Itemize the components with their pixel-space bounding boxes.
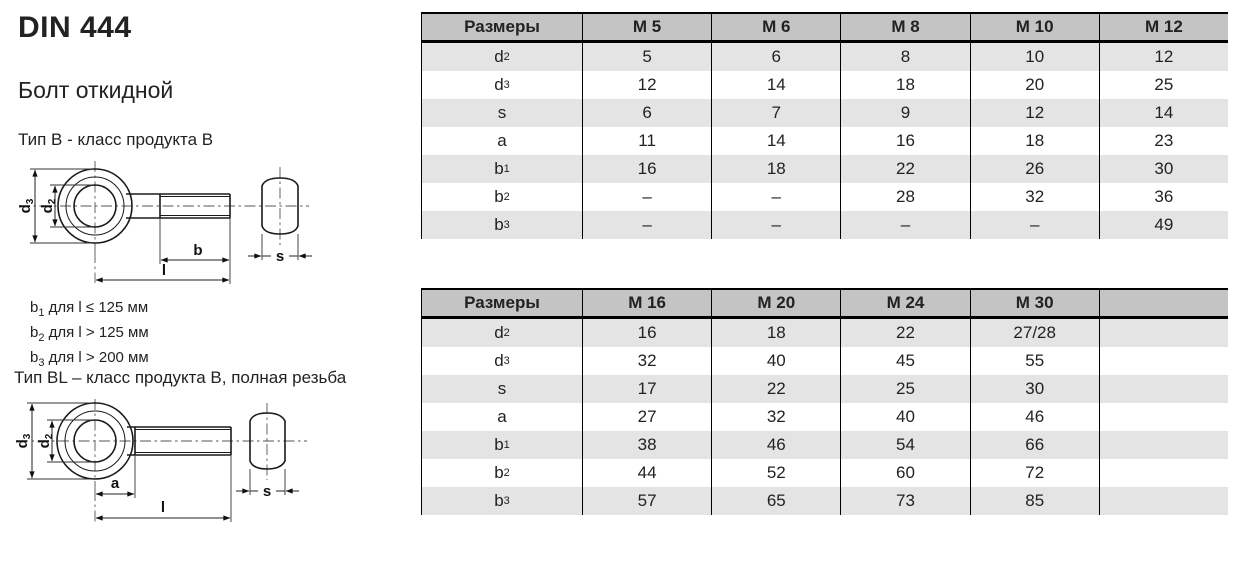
- value-cell: 18: [840, 71, 969, 99]
- product-name: Болт откидной: [18, 77, 174, 103]
- table-row: [422, 487, 1228, 515]
- table-header-row: [422, 14, 1228, 43]
- column-header: M 10: [970, 14, 1099, 40]
- d3-label: $d_3$: [17, 198, 36, 214]
- note-line: $b_2$ для l > 125 мм: [30, 324, 149, 344]
- value-cell: 5: [582, 43, 711, 71]
- table-row: [422, 211, 1228, 239]
- value-cell: 25: [840, 375, 969, 403]
- value-cell: 14: [711, 71, 840, 99]
- value-cell: 45: [840, 347, 969, 375]
- value-cell: 6: [711, 43, 840, 71]
- type-b-technical-drawing: [5, 156, 317, 298]
- column-header: M 16: [582, 290, 711, 316]
- value-cell: 46: [970, 403, 1099, 431]
- value-cell: 20: [970, 71, 1099, 99]
- value-cell: 14: [1099, 99, 1228, 127]
- column-header: M 8: [840, 14, 969, 40]
- row-label: b 1: [494, 435, 510, 454]
- value-cell: [1099, 347, 1228, 375]
- value-cell: 12: [582, 71, 711, 99]
- value-cell: 32: [970, 183, 1099, 211]
- value-cell: 6: [582, 99, 711, 127]
- value-cell: 16: [582, 319, 711, 347]
- row-label: s: [497, 379, 507, 398]
- table-header-row: [422, 290, 1228, 319]
- value-cell: 65: [711, 487, 840, 515]
- value-cell: 8: [840, 43, 969, 71]
- value-cell: 57: [582, 487, 711, 515]
- value-cell: 28: [840, 183, 969, 211]
- note-line: $b_3$ для l > 200 мм: [30, 349, 149, 369]
- value-cell: 16: [582, 155, 711, 183]
- table-row: [422, 459, 1228, 487]
- value-cell: 36: [1099, 183, 1228, 211]
- value-cell: [1099, 403, 1228, 431]
- value-cell: 40: [711, 347, 840, 375]
- value-cell: 11: [582, 127, 711, 155]
- value-cell: 26: [970, 155, 1099, 183]
- table-row: [422, 403, 1228, 431]
- value-cell: 12: [1099, 43, 1228, 71]
- column-header: [1099, 290, 1228, 316]
- type-bl-heading: Тип BL – класс продукта B, полная резьба: [14, 368, 347, 387]
- value-cell: 52: [711, 459, 840, 487]
- column-header: M 24: [840, 290, 969, 316]
- column-header: M 20: [711, 290, 840, 316]
- value-cell: –: [582, 183, 711, 211]
- value-cell: 27/28: [970, 319, 1099, 347]
- type-b-heading: Тип B - класс продукта B: [18, 130, 214, 149]
- value-cell: 32: [711, 403, 840, 431]
- value-cell: 46: [711, 431, 840, 459]
- value-cell: –: [711, 183, 840, 211]
- table-row: [422, 431, 1228, 459]
- row-label: b 2: [494, 463, 510, 482]
- value-cell: 40: [840, 403, 969, 431]
- row-label: a: [497, 407, 507, 426]
- value-cell: [1099, 487, 1228, 515]
- value-cell: 16: [840, 127, 969, 155]
- table-row: [422, 155, 1228, 183]
- s-label: s: [262, 483, 272, 500]
- value-cell: 25: [1099, 71, 1228, 99]
- value-cell: –: [970, 211, 1099, 239]
- value-cell: –: [582, 211, 711, 239]
- value-cell: [1099, 375, 1228, 403]
- l-label: l: [160, 499, 166, 516]
- row-label: d 3: [494, 351, 510, 370]
- value-cell: 23: [1099, 127, 1228, 155]
- value-cell: –: [711, 211, 840, 239]
- row-label: b 3: [494, 215, 510, 234]
- table-row: [422, 375, 1228, 403]
- value-cell: 44: [582, 459, 711, 487]
- column-header: M 6: [711, 14, 840, 40]
- table-row: [422, 43, 1228, 71]
- table-row: [422, 319, 1228, 347]
- column-header: Размеры: [464, 17, 540, 36]
- a-label: a: [110, 475, 120, 492]
- value-cell: [1099, 459, 1228, 487]
- row-label: d 3: [494, 75, 510, 94]
- value-cell: 17: [582, 375, 711, 403]
- d3-label: $d_3$: [14, 433, 33, 449]
- value-cell: 32: [582, 347, 711, 375]
- column-header: M 30: [970, 290, 1099, 316]
- d2-label: $d_2$: [36, 433, 55, 449]
- column-header: Размеры: [464, 293, 540, 312]
- value-cell: 14: [711, 127, 840, 155]
- value-cell: 7: [711, 99, 840, 127]
- value-cell: 18: [711, 155, 840, 183]
- column-header: M 5: [582, 14, 711, 40]
- value-cell: 49: [1099, 211, 1228, 239]
- value-cell: 27: [582, 403, 711, 431]
- column-header: M 12: [1099, 14, 1228, 40]
- row-label: s: [497, 103, 507, 122]
- thread-length-notes: [30, 298, 149, 373]
- value-cell: 18: [970, 127, 1099, 155]
- value-cell: [1099, 431, 1228, 459]
- dimensions-table-m5-m12: [421, 12, 1228, 239]
- value-cell: 22: [840, 155, 969, 183]
- row-label: d 2: [494, 47, 510, 66]
- value-cell: 12: [970, 99, 1099, 127]
- s-label: s: [275, 248, 285, 265]
- row-label: a: [497, 131, 507, 150]
- row-label: b 2: [494, 187, 510, 206]
- value-cell: 30: [970, 375, 1099, 403]
- table-row: [422, 71, 1228, 99]
- l-label: l: [161, 262, 167, 279]
- dimensions-table-m16-m30: [421, 288, 1228, 515]
- value-cell: 66: [970, 431, 1099, 459]
- b-label: b: [193, 242, 203, 259]
- value-cell: 9: [840, 99, 969, 127]
- value-cell: 18: [711, 319, 840, 347]
- value-cell: 85: [970, 487, 1099, 515]
- table-row: [422, 347, 1228, 375]
- value-cell: 54: [840, 431, 969, 459]
- d2-label: $d_2$: [39, 198, 58, 214]
- value-cell: 38: [582, 431, 711, 459]
- value-cell: 22: [711, 375, 840, 403]
- value-cell: 30: [1099, 155, 1228, 183]
- page-title: DIN 444: [18, 11, 132, 44]
- value-cell: 60: [840, 459, 969, 487]
- row-label: b 3: [494, 491, 510, 510]
- value-cell: 10: [970, 43, 1099, 71]
- row-label: d 2: [494, 323, 510, 342]
- value-cell: –: [840, 211, 969, 239]
- value-cell: 55: [970, 347, 1099, 375]
- value-cell: 22: [840, 319, 969, 347]
- value-cell: 72: [970, 459, 1099, 487]
- type-bl-technical-drawing: [5, 396, 317, 546]
- value-cell: 73: [840, 487, 969, 515]
- table-row: [422, 183, 1228, 211]
- table-row: [422, 99, 1228, 127]
- row-label: b 1: [494, 159, 510, 178]
- table-row: [422, 127, 1228, 155]
- value-cell: [1099, 319, 1228, 347]
- note-line: $b_1$ для l ≤ 125 мм: [30, 299, 149, 319]
